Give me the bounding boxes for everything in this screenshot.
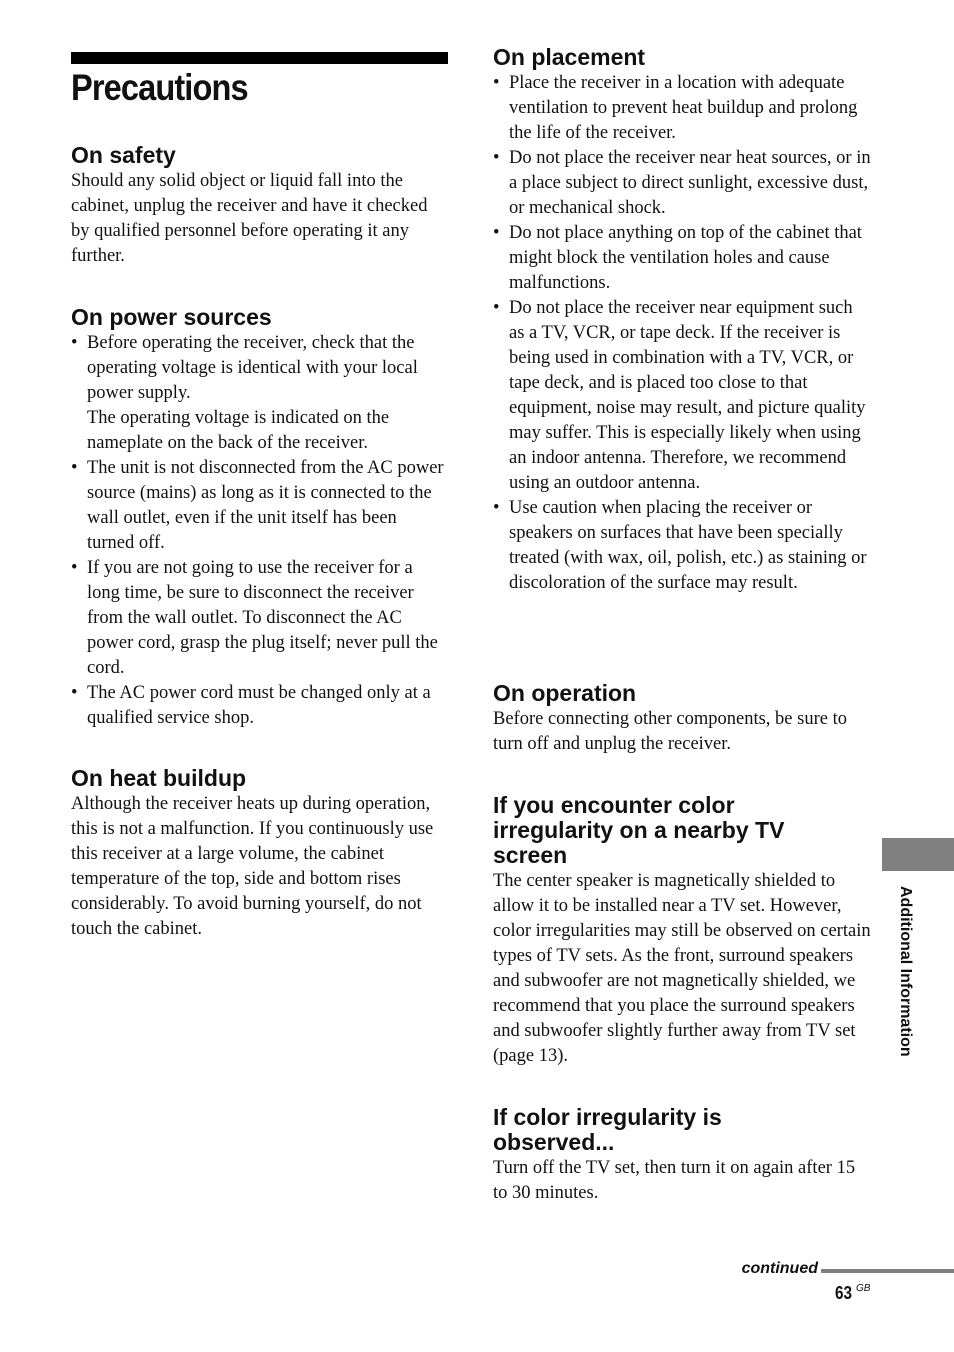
side-tab-label: Additional Information [897, 886, 914, 1057]
list-item: • Place the receiver in a location with adequate ventilation to prevent heat buildup and prolong the life of the receiver. [493, 71, 871, 146]
section-on-placement [493, 45, 871, 596]
section-on-heat-buildup [71, 766, 448, 942]
section-tab-marker [882, 838, 954, 871]
list-item: • Do not place anything on top of the cabinet that might block the ventilation holes and cause malfunctions. [493, 221, 871, 296]
page-title: Precautions [71, 67, 248, 108]
placement-list [493, 71, 871, 596]
list-item: • The AC power cord must be changed only at a qualified service shop. [71, 681, 448, 731]
continued-label: continued [741, 1260, 818, 1277]
continued-rule [821, 1269, 954, 1273]
page-number: 63 [835, 1283, 853, 1303]
power-sources-list [71, 331, 448, 731]
text-if-observed: Turn off the TV set, then turn it on again after 15 to 30 minutes. [493, 1158, 856, 1203]
text-on-safety: Should any solid object or liquid fall into the cabinet, unplug the receiver and have it checked by qualified personnel before operating it any further. [71, 171, 428, 266]
section-on-operation [493, 681, 871, 757]
text-on-heat-buildup: Although the receiver heats up during operation, this is not a malfunction. If you continuously use this receiver at a large volume, the cabinet temperature of the top, side and bottom rises considerably. To avoid burning yourself, do not touch the cabinet. [71, 794, 434, 939]
list-item-text: Before operating the receiver, check that the operating voltage is identical with your local power supply. [87, 333, 418, 403]
page-number-suffix: GB [856, 1283, 871, 1294]
title-rule [71, 52, 448, 64]
text-color-irregularity: The center speaker is magnetically shielded to allow it to be installed near a TV set. However, color irregularities may still be observed on certain types of TV sets. As the front, surround speakers and subwoofer are not magnetically shielded, we recommend that you place the surround speakers and subwoofer slightly further away from TV set (page 13). [493, 871, 871, 1066]
heading-on-safety: On safety [71, 142, 176, 168]
heading-color-irregularity: If you encounter color irregularity on a nearby TV screen [493, 792, 785, 868]
list-item-note: The operating voltage is indicated on the nameplate on the back of the receiver. [87, 408, 390, 453]
section-color-irregularity [493, 793, 871, 1069]
heading-on-placement: On placement [493, 44, 646, 70]
list-item: • Do not place the receiver near heat sources, or in a place subject to direct sunlight, excessive dust, or mechanical shock. [493, 146, 871, 221]
heading-if-observed: If color irregularity is observed... [493, 1104, 722, 1155]
text-on-operation: Before connecting other components, be sure to turn off and unplug the receiver. [493, 709, 847, 754]
section-on-power-sources [71, 305, 448, 731]
list-item: • Use caution when placing the receiver or speakers on surfaces that have been specially treated (with wax, oil, polish, etc.) as staining or discoloration of the surface may result. [493, 496, 871, 596]
heading-on-power-sources: On power sources [71, 304, 272, 330]
section-on-safety [71, 143, 448, 269]
list-item: • If you are not going to use the receiver for a long time, be sure to disconnect the receiver from the wall outlet. To disconnect the AC power cord, grasp the plug itself; never pull the cord. [71, 556, 448, 681]
heading-on-operation: On operation [493, 680, 637, 706]
section-if-observed [493, 1105, 871, 1206]
heading-on-heat-buildup: On heat buildup [71, 765, 247, 791]
list-item [71, 331, 448, 456]
list-item: • The unit is not disconnected from the AC power source (mains) as long as it is connected to the wall outlet, even if the unit itself has been turned off. [71, 456, 448, 556]
list-item: • Do not place the receiver near equipment such as a TV, VCR, or tape deck. If the receiver is being used in combination with a TV, VCR, or tape deck, and is placed too close to that equipment, noise may result, and picture quality may suffer. This is especially likely when using an indoor antenna. Therefore, we recommend using an outdoor antenna. [493, 296, 871, 496]
